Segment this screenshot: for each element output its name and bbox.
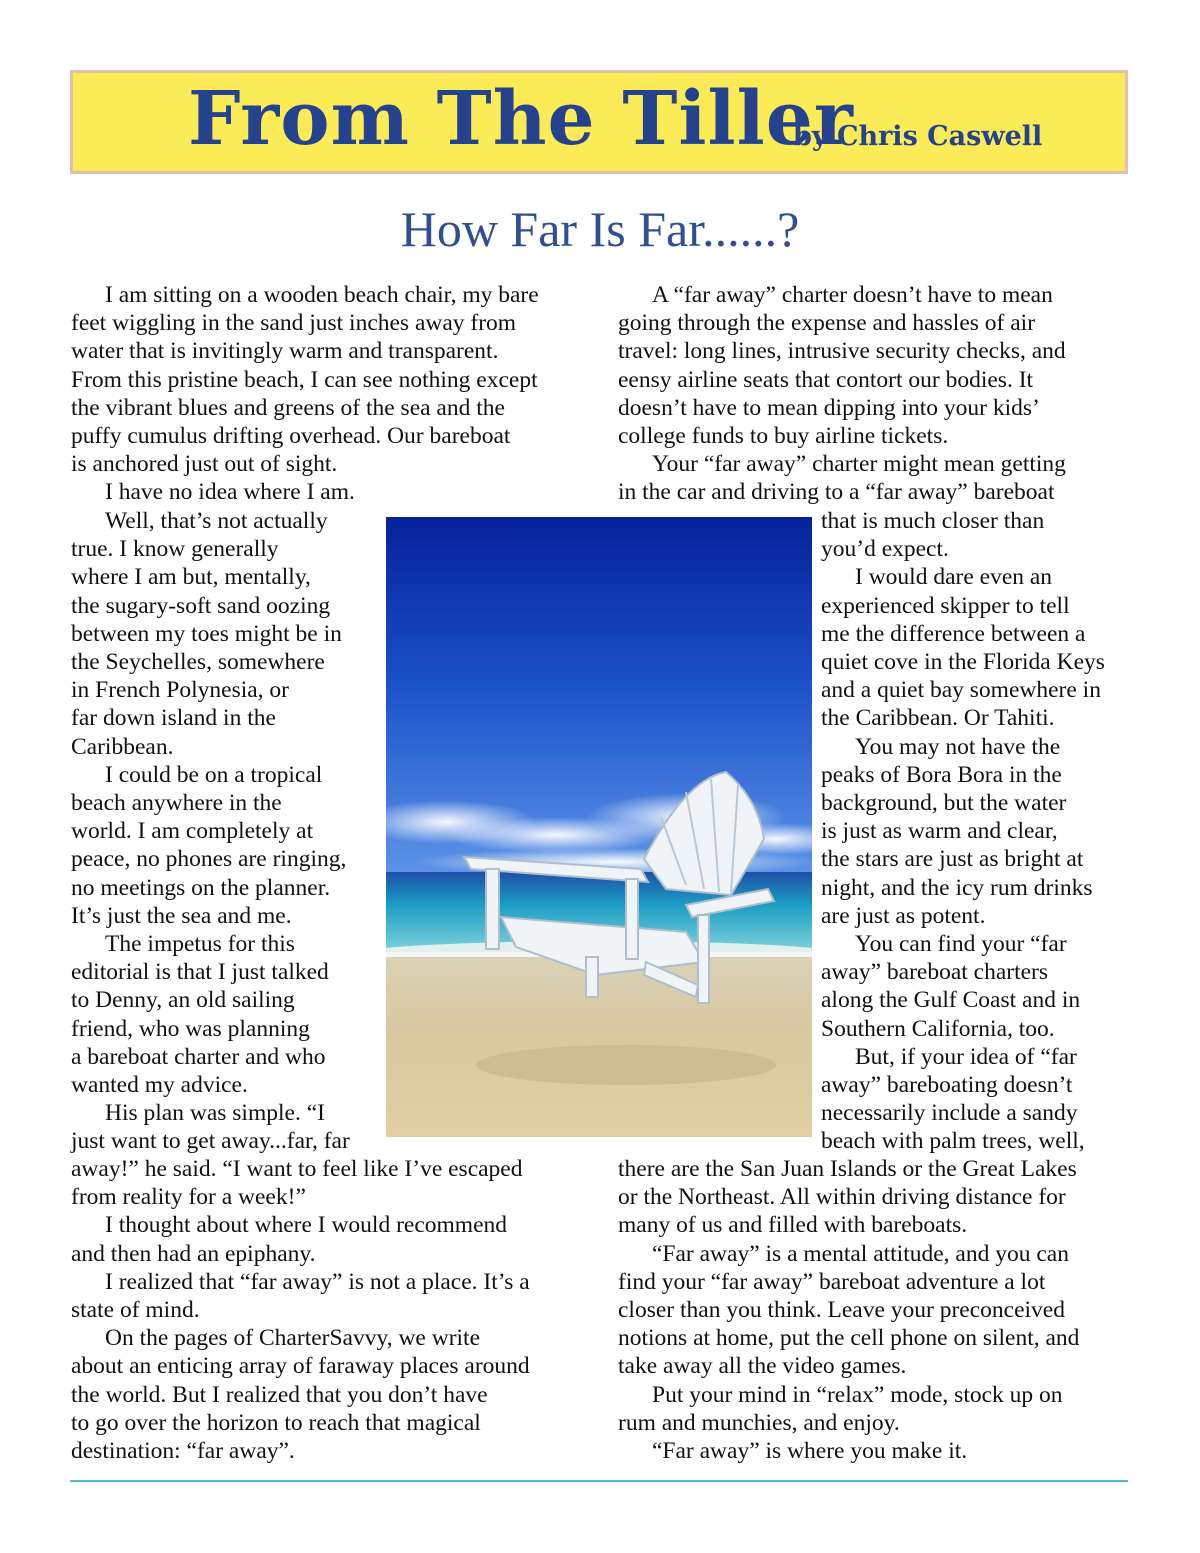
paragraph-line: there are the San Juan Islands or the Great Lakes	[618, 1156, 1077, 1182]
paragraph-line: away!” he said. “I want to feel like I’ve escaped	[71, 1156, 523, 1182]
paragraph-line: closer than you think. Leave your preconceived	[618, 1297, 1065, 1324]
paragraph-line: His plan was simple. “I	[105, 1100, 325, 1127]
paragraph-line: find your “far away” bareboat adventure a lot	[618, 1268, 1046, 1295]
right-column-bottom	[618, 1155, 1148, 1465]
paragraph-line: far down island in the	[71, 705, 276, 732]
left-column-top	[71, 281, 591, 507]
paragraph-line: water that is invitingly warm and transparent.	[71, 338, 499, 365]
paragraph-line: you’d expect.	[821, 536, 949, 563]
right-column-wrap	[821, 507, 1141, 1156]
paragraph-line: peaks of Bora Bora in the	[821, 761, 1062, 788]
paragraph-line: I would dare even an	[855, 564, 1053, 591]
paragraph-line: rum and munchies, and enjoy.	[618, 1409, 900, 1436]
paragraph-line: peace, no phones are ringing,	[71, 846, 347, 873]
beach-chair-photo	[386, 517, 812, 1137]
paragraph-line: many of us and filled with bareboats.	[618, 1212, 968, 1239]
article-headline: How Far Is Far......?	[400, 201, 800, 257]
paragraph-line: the vibrant blues and greens of the sea and the	[71, 394, 505, 421]
paragraph-line: puffy cumulus drifting overhead. Our bareboat	[71, 423, 511, 450]
title-banner	[70, 70, 1128, 174]
paragraph-line: “Far away” is where you make it.	[652, 1438, 968, 1465]
paragraph-line: quiet cove in the Florida Keys	[821, 649, 1105, 676]
paragraph-line: Southern California, too.	[821, 1015, 1055, 1042]
paragraph-line: the Seychelles, somewhere	[71, 649, 325, 676]
paragraph-line: going through the expense and hassles of air	[618, 310, 1036, 337]
paragraph-line: The impetus for this	[105, 931, 295, 958]
paragraph-line: just want to get away...far, far	[71, 1128, 350, 1155]
paragraph-line: where I am but, mentally,	[71, 564, 311, 591]
paragraph-line: Well, that’s not actually	[105, 508, 328, 534]
paragraph-line: But, if your idea of “far	[855, 1043, 1077, 1070]
left-column-bottom	[71, 1155, 601, 1465]
footer-rule	[70, 1480, 1128, 1482]
paragraph-line: wanted my advice.	[71, 1072, 248, 1099]
paragraph-line: Caribbean.	[71, 733, 174, 760]
paragraph-line: along the Gulf Coast and in	[821, 987, 1081, 1014]
paragraph-line: about an enticing array of faraway places around	[71, 1353, 530, 1380]
paragraph-line: is anchored just out of sight.	[71, 451, 338, 478]
paragraph-line: beach anywhere in the	[71, 790, 282, 817]
paragraph-line: no meetings on the planner.	[71, 874, 331, 901]
left-column-wrap	[71, 507, 381, 1156]
paragraph-line: It’s just the sea and me.	[71, 902, 292, 929]
paragraph-line: doesn’t have to mean dipping into your kids’	[618, 394, 1040, 421]
paragraph-line: me the difference between a	[821, 620, 1086, 647]
paragraph-line: experienced skipper to tell	[821, 592, 1070, 619]
paragraph-line: the world. But I realized that you don’t have	[71, 1381, 488, 1408]
paragraph-line: You can find your “far	[855, 931, 1067, 958]
paragraph-line: editorial is that I just talked	[71, 959, 329, 986]
paragraph-line: true. I know generally	[71, 536, 279, 563]
paragraph-line: world. I am completely at	[71, 818, 314, 845]
paragraph-line: between my toes might be in	[71, 620, 342, 647]
paragraph-line: or the Northeast. All within driving distance for	[618, 1184, 1066, 1211]
paragraph-line: friend, who was planning	[71, 1015, 310, 1042]
paragraph-line: state of mind.	[71, 1297, 200, 1324]
paragraph-line: destination: “far away”.	[71, 1438, 295, 1465]
paragraph-line: in French Polynesia, or	[71, 677, 289, 704]
paragraph-line: to Denny, an old sailing	[71, 987, 295, 1014]
paragraph-line: and then had an epiphany.	[71, 1240, 316, 1267]
paragraph-line: away” bareboating doesn’t	[821, 1072, 1073, 1099]
byline: by Chris Caswell	[793, 121, 1043, 152]
paragraph-line: Your “far away” charter might mean getting	[652, 451, 1066, 478]
paragraph-line: and a quiet bay somewhere in	[821, 677, 1101, 704]
paragraph-line: is just as warm and clear,	[821, 818, 1058, 845]
paragraph-line: I am sitting on a wooden beach chair, my bare	[105, 282, 539, 308]
right-column-top	[618, 281, 1138, 507]
paragraph-line: necessarily include a sandy	[821, 1100, 1078, 1127]
paragraph-line: Put your mind in “relax” mode, stock up on	[652, 1381, 1063, 1408]
paragraph-line: eensy airline seats that contort our bodies. It	[618, 366, 1034, 393]
paragraph-line: in the car and driving to a “far away” bareboat	[618, 479, 1055, 506]
paragraph-line: I could be on a tropical	[105, 761, 323, 788]
paragraph-line: that is much closer than	[821, 508, 1045, 534]
paragraph-line: On the pages of CharterSavvy, we write	[105, 1325, 481, 1352]
paragraph-line: from reality for a week!”	[71, 1184, 306, 1211]
paragraph-line: night, and the icy rum drinks	[821, 874, 1093, 901]
paragraph-line: beach with palm trees, well,	[821, 1128, 1085, 1155]
paragraph-line: I realized that “far away” is not a place. It’s a	[105, 1268, 530, 1295]
paragraph-line: “Far away” is a mental attitude, and you can	[652, 1240, 1069, 1267]
paragraph-line: to go over the horizon to reach that magical	[71, 1409, 481, 1436]
paragraph-line: college funds to buy airline tickets.	[618, 423, 949, 450]
paragraph-line: the Caribbean. Or Tahiti.	[821, 705, 1055, 732]
column-title: From The Tiller	[188, 76, 854, 162]
paragraph-line: background, but the water	[821, 790, 1067, 817]
paragraph-line: travel: long lines, intrusive security checks, and	[618, 338, 1066, 365]
paragraph-line: notions at home, put the cell phone on silent, and	[618, 1325, 1080, 1352]
paragraph-line: are just as potent.	[821, 902, 986, 929]
paragraph-line: the stars are just as bright at	[821, 846, 1084, 873]
paragraph-line: take away all the video games.	[618, 1353, 907, 1380]
paragraph-line: a bareboat charter and who	[71, 1043, 326, 1070]
paragraph-line: I have no idea where I am.	[105, 479, 355, 506]
paragraph-line: You may not have the	[855, 733, 1061, 760]
paragraph-line: feet wiggling in the sand just inches away from	[71, 310, 517, 337]
paragraph-line: I thought about where I would recommend	[105, 1212, 508, 1239]
paragraph-line: the sugary-soft sand oozing	[71, 592, 331, 619]
paragraph-line: From this pristine beach, I can see nothing except	[71, 366, 538, 393]
paragraph-line: A “far away” charter doesn’t have to mean	[652, 282, 1053, 308]
paragraph-line: away” bareboat charters	[821, 959, 1049, 986]
